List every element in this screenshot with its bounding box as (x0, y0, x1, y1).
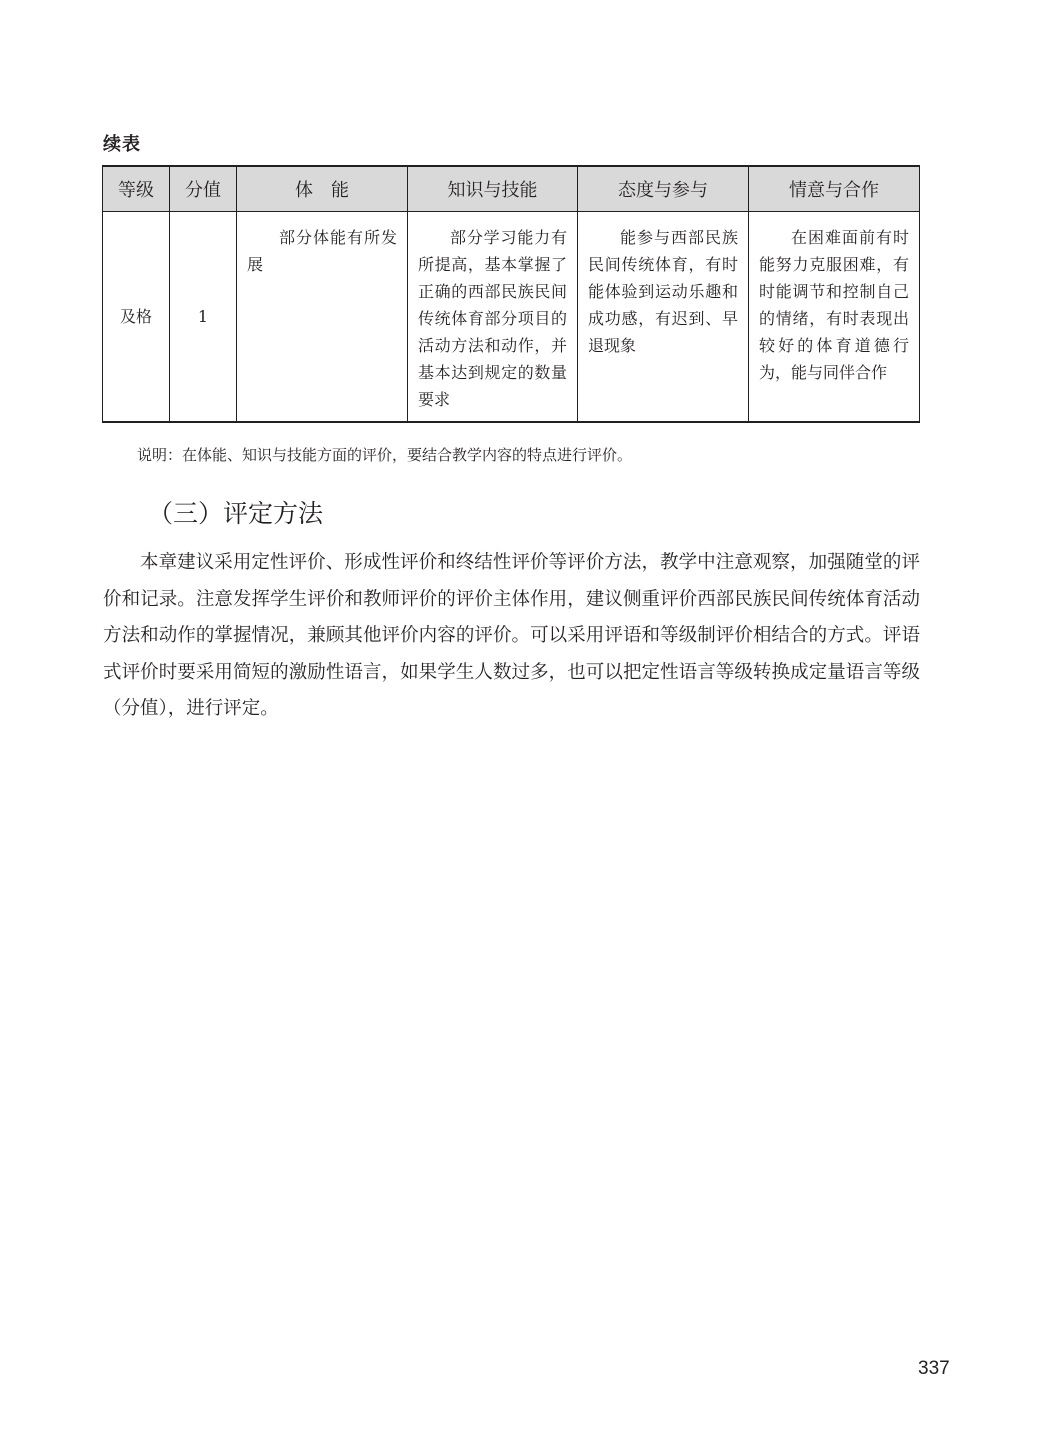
cell-score: 1 (170, 212, 237, 423)
table-row (103, 212, 920, 423)
header-emotion-cooperation: 情意与合作 (749, 166, 920, 212)
cell-attitude-text: 能参与西部民族民间传统体育，有时能体验到运动乐趣和成功感，有迟到、早退现象 (588, 228, 738, 355)
continued-table-label: 续表 (103, 134, 141, 155)
table-note: 说明：在体能、知识与技能方面的评价，要结合教学内容的特点进行评价。 (137, 446, 633, 464)
table-header-row (103, 166, 920, 212)
cell-knowledge (408, 212, 578, 423)
header-score: 分值 (170, 166, 237, 212)
cell-attitude (578, 212, 749, 423)
evaluation-table (102, 165, 920, 423)
body-paragraph: 本章建议采用定性评价、形成性评价和终结性评价等评价方法，教学中注意观察，加强随堂的评价和记录。注意发挥学生评价和教师评价的评价主体作用，建议侧重评价西部民族民间传统体育活动方法和动作的掌握情况，兼顾其他评价内容的评价。可以采用评语和等级制评价相结合的方式。评语式评价时要采用简短的激励性语言，如果学生人数过多，也可以把定性语言等级转换成定量语言等级（分值），进行评定。 (103, 552, 920, 719)
cell-emotion (749, 212, 920, 423)
cell-knowledge-text: 部分学习能力有所提高，基本掌握了正确的西部民族民间传统体育部分项目的活动方法和动作，并基本达到规定的数量要求 (418, 228, 567, 409)
section-title: （三）评定方法 (148, 499, 324, 528)
header-knowledge-skills: 知识与技能 (408, 166, 578, 212)
cell-physical-text: 部分体能有所发展 (247, 228, 397, 274)
header-attitude-participation: 态度与参与 (578, 166, 749, 212)
header-physical: 体 能 (237, 166, 408, 212)
page-number: 337 (918, 1358, 950, 1379)
header-grade: 等级 (103, 166, 170, 212)
cell-physical (237, 212, 408, 423)
cell-grade: 及格 (103, 212, 170, 423)
cell-emotion-text: 在困难面前有时能努力克服困难，有时能调节和控制自己的情绪，有时表现出较好的体育道德行为，能与同伴合作 (759, 228, 909, 382)
